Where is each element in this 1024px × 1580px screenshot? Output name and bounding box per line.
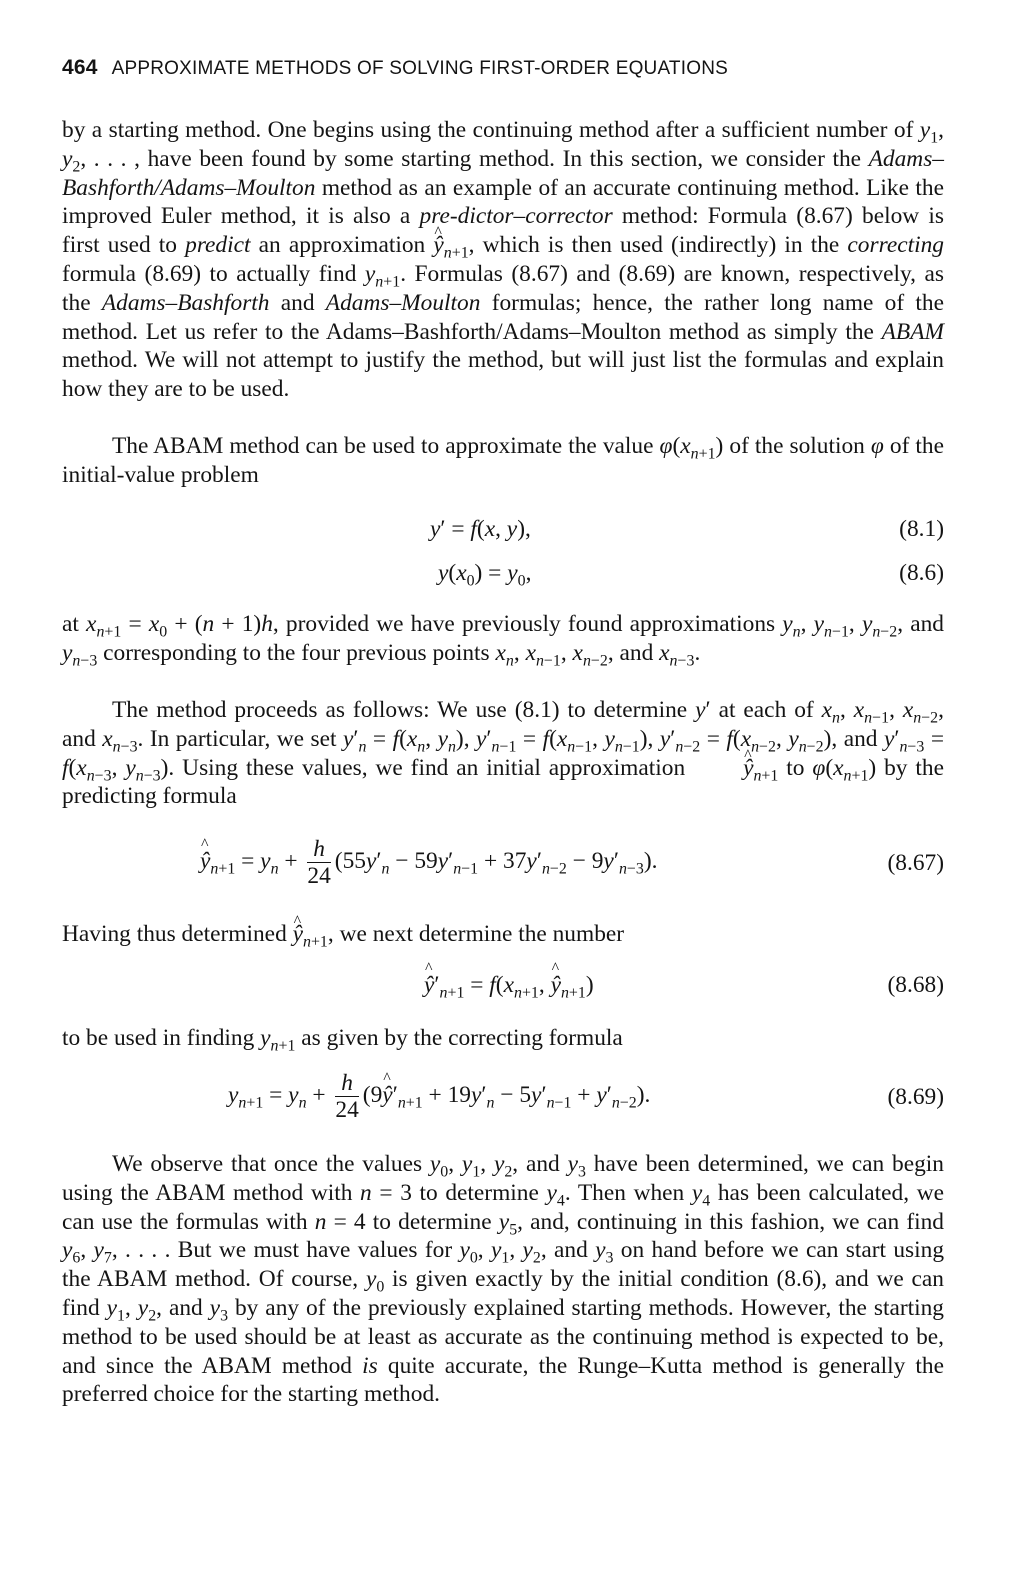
equation-number: (8.1) [899,516,944,542]
paragraph-5: Having thus determined ŷ $\^{}_{n+1}$, we next determine the number [62,920,944,949]
equation-number: (8.68) [887,972,944,998]
equation-8-1: y′ = f(x, y), (8.1) [430,516,944,542]
page-number: 464 [62,56,98,79]
running-title: APPROXIMATE METHODS OF SOLVING FIRST-ORDER EQUATIONS [111,58,728,79]
equation-8-67: ŷ $\^{}_{n+1} = y_n$ + $\frac{h}{24}$ $(55y'_n - 59y'_{n-1} + 37y'_{n-2} - 9y'_{n-3})$. (8.67) [62,836,944,892]
paragraph-1: by a starting method. One begins using the continuing method after a sufficient number of $y_1$, $y_2$, . . . , have been found by some starting method. In this section, we consider the Adams–Bashforth/Adams–Moulton method as an example of an accurate continuing method. Like the improved Euler method, it is also a pre-dictor–corrector method: Formula (8.67) below is first used to predict an approximation ŷ $\^{}_{n+1}$, which is then used (indirectly) in the correcting formula (8.69) to actually find $y_{n+1}$. Formulas (8.67) and (8.69) are known, respectively, as the Adams–Bashforth and Adams–Moulton formulas; hence, the rather long name of the method. Let us refer to the Adams–Bashforth/Adams–Moulton method as simply the ABAM method. We will not attempt to justify the method, but will just list the formulas and explain how they are to be used. [62,116,944,404]
paragraph-4: The method proceeds as follows: We use (8.1) to determine y′ at each of $x_n$, $x_{n-1}$, $x_{n-2}$, and $x_{n-3}$. In particular, we set $y'_n = f(x_n$, $y_n$), $y'_{n-1} = f(x_{n-1}$, $y_{n-1}$), $y'_{n-2} = f(x_{n-2}$, $y_{n-2}$), and $y'_{n-3} = f(x_{n-3}$, $y_{n-3}$). Using these values, we find an initial approximation ŷ $\^{}_{n+1}$ to $\varphi(x_{n+1})$ by the predicting formula [62,696,944,811]
equation-number: (8.69) [887,1084,944,1110]
equation-8-69: $y_{n+1} = y_n$ + $\frac{h}{24}$ (9ŷ $\^{}'_{n+1} + 19y'_n - 5y'_{n-1} + y'_{n-2}$). (8.69) [62,1070,944,1126]
equation-8-6: $y(x_0) = y_0$, (8.6) [438,560,944,590]
running-head [62,56,728,80]
paragraph-7: We observe that once the values $y_0$, $y_1$, $y_2$, and $y_3$ have been determined, we can begin using the ABAM method with n = 3 to determine $y_4$. Then when $y_4$ has been calculated, we can use the formulas with n = 4 to determine $y_5$, and, continuing in this fashion, we can find $y_6$, $y_7$, . . . . But we must have values for $y_0$, $y_1$, $y_2$, and $y_3$ on hand before we can start using the ABAM method. Of course, $y_0$ is given exactly by the initial condition (8.6), and we can find $y_1$, $y_2$, and $y_3$ by any of the previously explained starting methods. However, the starting method to be used should be at least as accurate as the continuing method is expected to be, and since the ABAM method is quite accurate, the Runge–Kutta method is generally the preferred choice for the starting method. [62,1151,945,1408]
paragraph-2: The ABAM method can be used to approximate the value $\varphi(x_{n+1})$ of the solution φ of the initial-value problem [62,433,945,488]
equation-number: (8.67) [887,850,944,876]
equation-8-68: ŷ $\^{}'_{n+1} = f(x_{n+1}$, ŷ $\^{}_{n+1}$) (8.68) [62,970,944,1006]
equation-number: (8.6) [899,560,944,586]
paragraph-3: at $x_{n+1} = x_0 + (n + 1)h$, provided we have previously found approximations $y_n$, $y_{n-1}$, $y_{n-2}$, and $y_{n-3}$ corresponding to the four previous points $x_n$, $x_{n-1}$, $x_{n-2}$, and $x_{n-3}$. [62,611,944,670]
paragraph-6: to be used in finding $y_{n+1}$ as given by the correcting formula [62,1025,623,1055]
